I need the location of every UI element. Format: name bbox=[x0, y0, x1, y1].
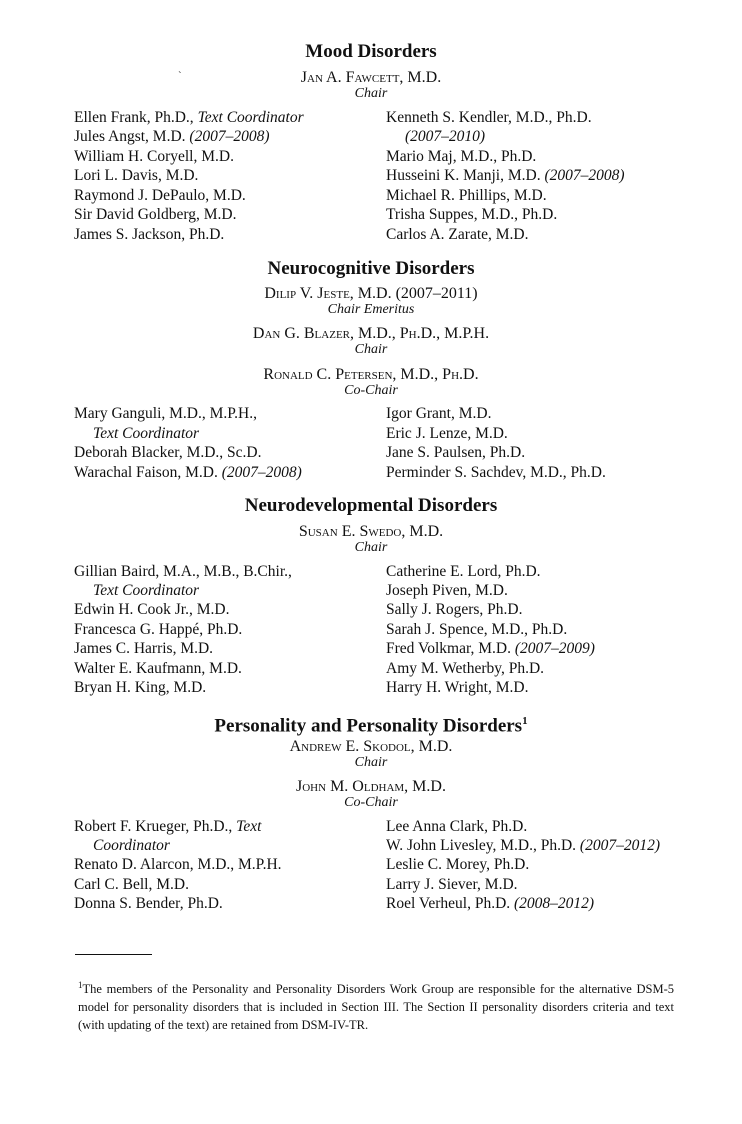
member-name: Joseph Piven, M.D. bbox=[386, 582, 508, 599]
member-name: Mary Ganguli, M.D., M.P.H., bbox=[74, 405, 257, 422]
member-name: Leslie C. Morey, Ph.D. bbox=[386, 856, 530, 873]
member-name: Carl C. Bell, M.D. bbox=[74, 876, 189, 893]
member-name: Husseini K. Manji, M.D. (2007–2008) bbox=[386, 167, 625, 184]
neurocognitive-emeritus-name: Dilip V. Jeste, M.D. (2007–2011) bbox=[264, 285, 478, 302]
personality-chair-role: Chair bbox=[354, 755, 388, 770]
member-name: Amy M. Wetherby, Ph.D. bbox=[386, 660, 545, 677]
member-name: James C. Harris, M.D. bbox=[74, 640, 214, 657]
member-name: Donna S. Bender, Ph.D. bbox=[74, 895, 223, 912]
member-name: Warachal Faison, M.D. (2007–2008) bbox=[74, 464, 302, 481]
personality-cochair-name: John M. Oldham, M.D. bbox=[296, 778, 446, 795]
member-name: Sir David Goldberg, M.D. bbox=[74, 206, 237, 223]
member-name: Carlos A. Zarate, M.D. bbox=[386, 226, 529, 243]
member-name: Perminder S. Sachdev, M.D., Ph.D. bbox=[386, 464, 606, 481]
member-name: Walter E. Kaufmann, M.D. bbox=[74, 660, 242, 677]
member-name: Sally J. Rogers, Ph.D. bbox=[386, 601, 523, 618]
personality-chair-name: Andrew E. Skodol, M.D. bbox=[289, 738, 453, 755]
neurocognitive-cochair-role: Co-Chair bbox=[344, 383, 398, 398]
member-name: James S. Jackson, Ph.D. bbox=[74, 226, 225, 243]
section-title-neurodevelopmental: Neurodevelopmental Disorders bbox=[244, 495, 498, 516]
member-name: Michael R. Phillips, M.D. bbox=[386, 187, 547, 204]
member-name: Lee Anna Clark, Ph.D. bbox=[386, 818, 528, 835]
footnote bbox=[78, 976, 674, 1034]
member-name: Roel Verheul, Ph.D. (2008–2012) bbox=[386, 895, 595, 912]
member-note: (2007–2010) bbox=[405, 128, 486, 145]
footnote-text: The members of the Personality and Personality Disorders Work Group are responsible for the alternative DSM-5 model for personality disorders that is included in Section III. The Section II personality disorders criteria and text (with updating of the text) are retained from DSM-IV-TR. bbox=[78, 982, 674, 1033]
neurocognitive-chair-role: Chair bbox=[354, 342, 388, 357]
member-name: Harry H. Wright, M.D. bbox=[386, 679, 529, 696]
mood-chair-role: Chair bbox=[354, 86, 388, 101]
member-note: Coordinator bbox=[93, 837, 170, 854]
member-name: Edwin H. Cook Jr., M.D. bbox=[74, 601, 230, 618]
footnote-marker: 1 bbox=[78, 980, 83, 990]
member-name: Fred Volkmar, M.D. (2007–2009) bbox=[386, 640, 595, 657]
member-name: Raymond J. DePaulo, M.D. bbox=[74, 187, 246, 204]
mood-chair-name: Jan A. Fawcett, M.D. bbox=[300, 69, 442, 86]
member-name: Trisha Suppes, M.D., Ph.D. bbox=[386, 206, 558, 223]
member-name: William H. Coryell, M.D. bbox=[74, 148, 234, 165]
personality-cochair-role: Co-Chair bbox=[344, 795, 398, 810]
member-note: Text Coordinator bbox=[93, 582, 200, 599]
section-title-personality: Personality and Personality Disorders$^1$ bbox=[214, 715, 528, 737]
member-name: Eric J. Lenze, M.D. bbox=[386, 425, 508, 442]
section-title-neurocognitive: Neurocognitive Disorders bbox=[267, 258, 475, 279]
member-name: Jane S. Paulsen, Ph.D. bbox=[386, 444, 526, 461]
member-name: Sarah J. Spence, M.D., Ph.D. bbox=[386, 621, 568, 638]
neurocognitive-cochair-name: Ronald C. Petersen, M.D., Ph.D. bbox=[263, 366, 479, 383]
neurocognitive-emeritus-role: Chair Emeritus bbox=[327, 302, 415, 317]
member-name: Bryan H. King, M.D. bbox=[74, 679, 207, 696]
member-name: Larry J. Siever, M.D. bbox=[386, 876, 518, 893]
stray-mark: ` bbox=[178, 70, 182, 82]
member-name: Mario Maj, M.D., Ph.D. bbox=[386, 148, 537, 165]
section-title-mood: Mood Disorders bbox=[305, 41, 437, 62]
member-name: Jules Angst, M.D. (2007–2008) bbox=[74, 128, 270, 145]
member-name: Deborah Blacker, M.D., Sc.D. bbox=[74, 444, 262, 461]
member-name: W. John Livesley, M.D., Ph.D. (2007–2012) bbox=[386, 837, 660, 854]
member-name: Catherine E. Lord, Ph.D. bbox=[386, 563, 541, 580]
member-name: Gillian Baird, M.A., M.B., B.Chir., bbox=[74, 563, 292, 580]
member-note: Text Coordinator bbox=[93, 425, 200, 442]
member-name: Francesca G. Happé, Ph.D. bbox=[74, 621, 243, 638]
member-name: Kenneth S. Kendler, M.D., Ph.D. bbox=[386, 109, 592, 126]
member-name: Lori L. Davis, M.D. bbox=[74, 167, 199, 184]
neurodevelopmental-chair-role: Chair bbox=[354, 540, 388, 555]
neurocognitive-chair-name: Dan G. Blazer, M.D., Ph.D., M.P.H. bbox=[252, 325, 490, 342]
member-name: Ellen Frank, Ph.D., Text Coordinator bbox=[74, 109, 304, 126]
member-name: Robert F. Krueger, Ph.D., Text bbox=[74, 818, 262, 835]
member-name: Renato D. Alarcon, M.D., M.P.H. bbox=[74, 856, 282, 873]
member-name: Igor Grant, M.D. bbox=[386, 405, 492, 422]
footnote-rule bbox=[75, 954, 152, 955]
neurodevelopmental-chair-name: Susan E. Swedo, M.D. bbox=[298, 523, 444, 540]
footnote-reference: 1 bbox=[522, 715, 528, 727]
